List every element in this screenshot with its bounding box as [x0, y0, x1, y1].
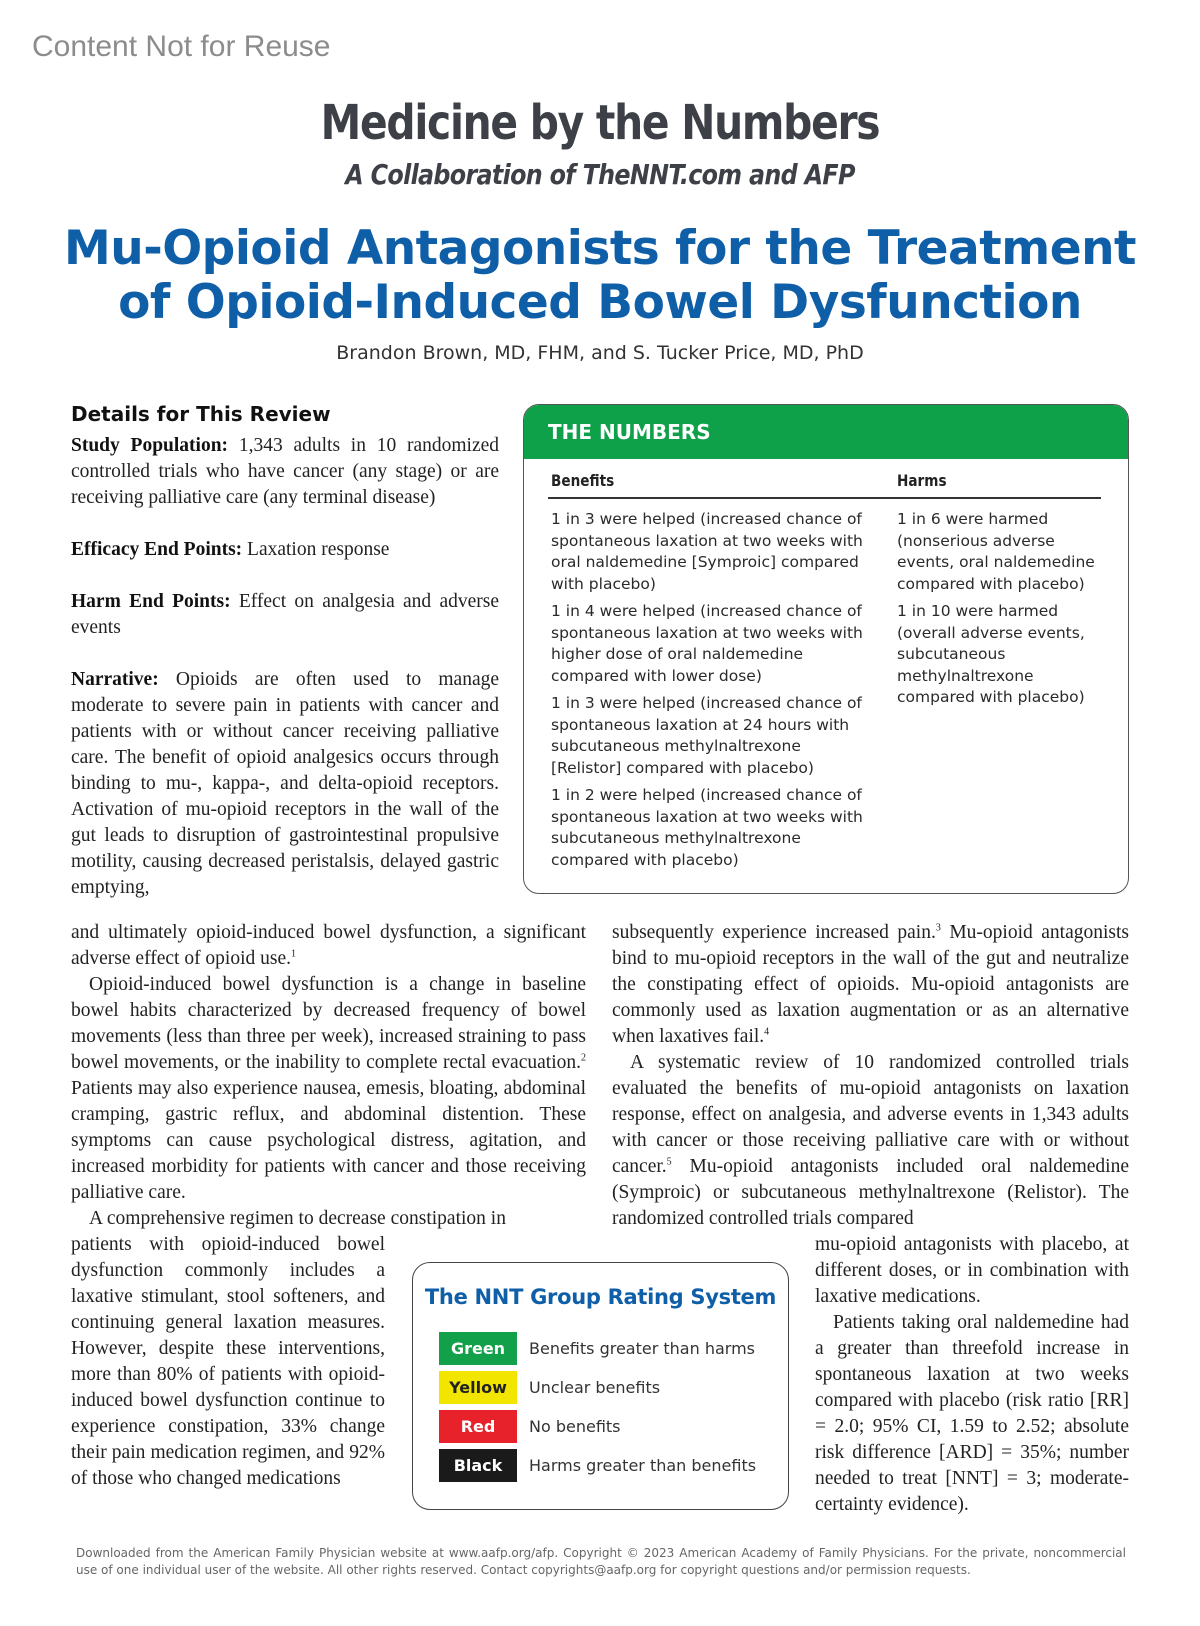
narrative [71, 667, 499, 901]
masthead-title: Medicine by the Numbers [320, 95, 880, 151]
body-text: Opioid-induced bowel dysfunction is a change in baseline bowel habits characterized by decreased frequency of bowel movements (less than three per week), increased straining to pass bowel movements, or the inability to complete rectal evacuation. [71, 974, 586, 1073]
body-text: Mu-opioid antagonists included oral naldemedine (Symproic) or subcutaneous methylnaltrexone (Relistor). The randomized controlled trials compared [612, 1156, 1129, 1229]
reference-marker: 2 [581, 1052, 586, 1064]
body-text: A systematic review of 10 randomized controlled trials evaluated the benefits of mu-opioid antagonists on laxation response, effect on analgesia, and adverse events in 1,343 adults with cancer or those receiving palliative care with or without cancer. [612, 1052, 1129, 1177]
rating-desc-black: Harms greater than benefits [529, 1456, 757, 1475]
reference-marker: 5 [666, 1156, 672, 1168]
body-paragraph: Patients taking oral naldemedine had a greater than threefold increase in spontaneous laxation at two weeks compared with placebo (risk ratio [RR] = 2.0; 95% CI, 1.59 to 2.52; absolute risk difference [ARD] = 35%; number needed to treat [NNT] = 3; moderate-certainty evidence). [815, 1312, 1129, 1515]
masthead-subtitle: A Collaboration of TheNNT.com and AFP [345, 158, 855, 191]
rating-label-yellow: Yellow [439, 1371, 517, 1404]
body-paragraph: mu-opioid antagonists with placebo, at different doses, or in combination with laxative medications. [815, 1234, 1129, 1307]
the-numbers-header: THE NUMBERS [524, 405, 1128, 459]
body-right-narrow-column [815, 1232, 1129, 1518]
article-title [0, 222, 1200, 330]
body-text: Mu-opioid antagonists bind to mu-opioid receptors in the wall of the gut and neutralize the constipating effect of opioids. Mu-opioid antagonists are commonly used as laxation augmentation or as an alternative when laxatives fail. [612, 922, 1129, 1047]
numbers-divider [548, 497, 1101, 499]
body-paragraph [71, 920, 586, 972]
rating-desc-yellow: Unclear benefits [529, 1378, 661, 1397]
rating-label-red: Red [439, 1410, 517, 1443]
study-population-label: Study Population: [71, 435, 229, 456]
body-paragraph [612, 1050, 1129, 1232]
details-heading: Details for This Review [71, 402, 331, 426]
body-text: Patients may also experience nausea, emesis, bloating, abdominal cramping, gastric reflux, and abdominal distention. These symptoms can cause psychological distress, agitation, and increased morbidity for patients with cancer and those receiving palliative care. [71, 1078, 586, 1203]
benefit-item: 1 in 3 were helped (increased chance of spontaneous laxation at two weeks with oral naldemedine [Symproic] compared with placebo) [551, 510, 863, 593]
efficacy-label: Efficacy End Points: [71, 539, 243, 560]
the-numbers-box [523, 404, 1129, 894]
body-left-narrow-column [71, 1232, 385, 1492]
rating-desc-red: No benefits [529, 1417, 621, 1436]
benefits-heading: Benefits [551, 471, 615, 490]
article-title-line2: of Opioid-Induced Bowel Dysfunction [118, 275, 1082, 330]
rating-label-black: Black [439, 1449, 517, 1482]
copyright-footer: Downloaded from the American Family Physician website at www.aafp.org/afp. Copyright © 2023 American Academy of Family Physicians. For the private, noncommercial use of one individual user of the website. All other rights reserved. Contact copyrights@aafp.org for copyright questions and/or permission requests. [76, 1546, 1126, 1577]
nnt-rating-title: The NNT Group Rating System [424, 1285, 777, 1309]
body-right-column [612, 920, 1129, 1232]
reference-marker: 3 [935, 922, 941, 934]
nnt-rating-system-box [412, 1262, 789, 1510]
article-title-line1: Mu-Opioid Antagonists for the Treatment [63, 221, 1136, 276]
harm-label: Harm End Points: [71, 591, 231, 612]
rating-label-green: Green [439, 1332, 517, 1365]
body-paragraph: patients with opioid-induced bowel dysfunction commonly includes a laxative stimulant, stool softeners, and continuing general laxation measures. However, despite these interventions, more than 80% of patients with opioid-induced bowel dysfunction continue to experience constipation, 33% change their pain medication regimen, and 92% of those who changed medications [71, 1234, 385, 1489]
reference-marker: 1 [291, 948, 297, 960]
narrative-label: Narrative: [71, 669, 159, 690]
details-column [71, 433, 499, 901]
study-population-text: 1,343 adults in 10 randomized controlled trials who have cancer (any stage) or are receiving palliative care (any terminal disease) [71, 435, 500, 508]
article-authors: Brandon Brown, MD, FHM, and S. Tucker Price, MD, PhD [336, 342, 864, 364]
body-paragraph [71, 972, 586, 1206]
harm-item: 1 in 6 were harmed (nonserious adverse events, oral naldemedine compared with placebo) [897, 510, 1095, 593]
harm-endpoints [71, 589, 499, 641]
benefits-list [551, 509, 873, 877]
efficacy-text: Laxation response [247, 539, 390, 560]
harm-text: Effect on analgesia and adverse events [71, 591, 499, 638]
benefit-item: 1 in 3 were helped (increased chance of spontaneous laxation at 24 hours with subcutaneous methylnaltrexone [Relistor] compared with placebo) [551, 694, 862, 777]
body-text: subsequently experience increased pain. [612, 922, 936, 943]
watermark: Content Not for Reuse [32, 30, 331, 63]
reference-marker: 4 [764, 1026, 770, 1038]
body-paragraph [612, 920, 1129, 1050]
harm-item: 1 in 10 were harmed (overall adverse events, subcutaneous methylnaltrexone compared with placebo) [897, 602, 1085, 706]
harms-heading: Harms [897, 471, 947, 490]
harms-list [897, 509, 1107, 715]
efficacy-endpoints [71, 537, 499, 563]
body-left-column [71, 920, 586, 1232]
rating-desc-green: Benefits greater than harms [529, 1339, 755, 1358]
benefit-item: 1 in 2 were helped (increased chance of spontaneous laxation at two weeks with subcutaneous methylnaltrexone compared with placebo) [551, 786, 863, 869]
body-text: and ultimately opioid-induced bowel dysfunction, a significant adverse effect of opioid use. [71, 922, 586, 969]
body-paragraph: A comprehensive regimen to decrease constipation in [89, 1208, 506, 1229]
benefit-item: 1 in 4 were helped (increased chance of spontaneous laxation at two weeks with higher dose of oral naldemedine compared with lower dose) [551, 602, 863, 685]
study-population [71, 433, 499, 511]
narrative-text: Opioids are often used to manage moderate to severe pain in patients with cancer and patients with or without cancer receiving palliative care. The benefit of opioid analgesics occurs through binding to mu-, kappa-, and delta-opioid receptors. Activation of mu-opioid receptors in the wall of the gut leads to disruption of gastrointestinal propulsive motility, causing decreased peristalsis, delayed gastric emptying, [71, 669, 499, 898]
